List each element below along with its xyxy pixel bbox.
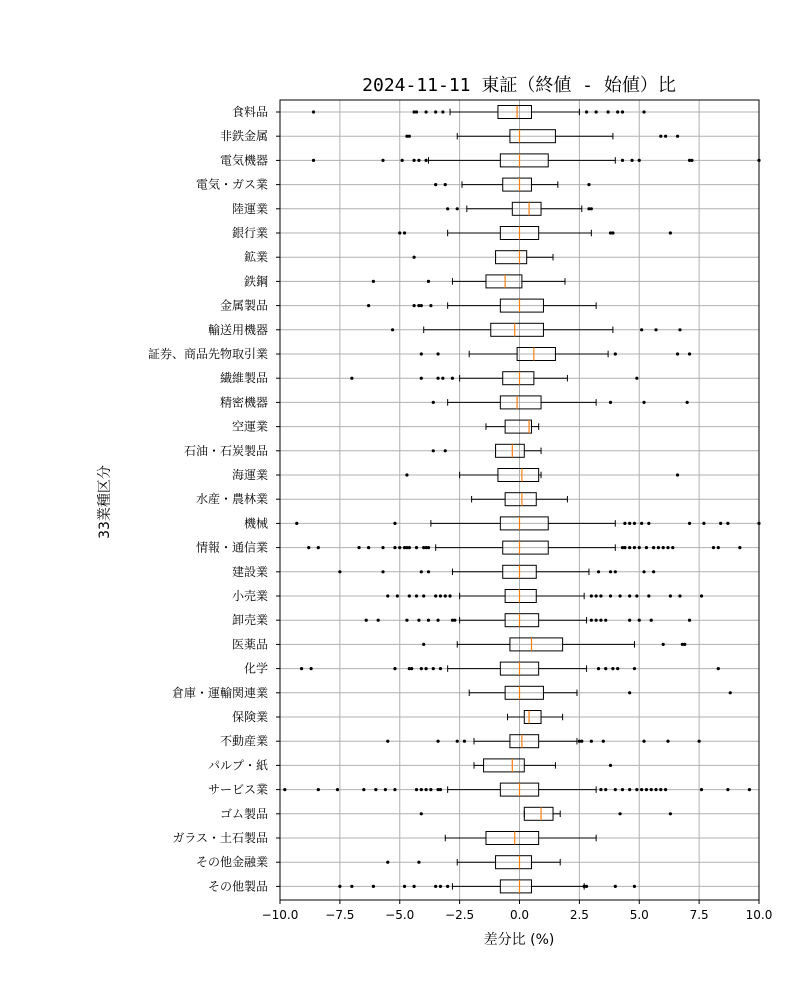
outlier-point — [654, 788, 657, 791]
outlier-point — [614, 570, 617, 573]
outlier-point — [688, 522, 691, 525]
outlier-point — [422, 643, 425, 646]
outlier-point — [405, 473, 408, 476]
outlier-point — [420, 352, 423, 355]
outlier-point — [420, 570, 423, 573]
outlier-point — [642, 110, 645, 113]
outlier-point — [439, 667, 442, 670]
outlier-point — [432, 449, 435, 452]
outlier-point — [650, 788, 653, 791]
outlier-point — [444, 449, 447, 452]
outlier-point — [350, 885, 353, 888]
outlier-point — [621, 159, 624, 162]
outlier-point — [671, 546, 674, 549]
outlier-point — [623, 546, 626, 549]
outlier-point — [717, 546, 720, 549]
outlier-point — [638, 159, 641, 162]
outlier-point — [441, 110, 444, 113]
outlier-point — [587, 183, 590, 186]
outlier-point — [609, 401, 612, 404]
outlier-point — [654, 328, 657, 331]
category-label: 倉庫・運輸関連業 — [171, 685, 268, 700]
outlier-point — [664, 788, 667, 791]
category-label: 保険業 — [231, 710, 268, 724]
outlier-point — [415, 110, 418, 113]
outlier-point — [420, 304, 423, 307]
outlier-point — [386, 740, 389, 743]
outlier-point — [336, 788, 339, 791]
outlier-point — [283, 788, 286, 791]
outlier-point — [403, 885, 406, 888]
outlier-point — [424, 788, 427, 791]
outlier-point — [633, 522, 636, 525]
outlier-point — [585, 110, 588, 113]
outlier-point — [628, 522, 631, 525]
outlier-point — [662, 546, 665, 549]
outlier-point — [436, 377, 439, 380]
outlier-point — [717, 667, 720, 670]
x-tick-label: −5.0 — [385, 908, 415, 922]
axis-layer — [148, 104, 772, 922]
outlier-point — [444, 594, 447, 597]
outlier-point — [640, 522, 643, 525]
outlier-point — [712, 546, 715, 549]
category-label: 証券、商品先物取引業 — [147, 347, 268, 361]
category-label: 化学 — [243, 661, 268, 676]
outlier-point — [405, 619, 408, 622]
category-label: 情報・通信業 — [195, 540, 268, 555]
outlier-point — [669, 594, 672, 597]
x-axis-label: 差分比 (%) — [483, 932, 555, 948]
x-tick-label: 0.0 — [509, 908, 530, 922]
category-label: 小売業 — [231, 589, 268, 603]
outlier-point — [748, 788, 751, 791]
outlier-point — [580, 740, 583, 743]
outlier-point — [686, 401, 689, 404]
outlier-point — [678, 594, 681, 597]
outlier-point — [664, 135, 667, 138]
category-label: 鉱業 — [243, 250, 268, 265]
outlier-point — [633, 667, 636, 670]
outlier-point — [700, 594, 703, 597]
category-label: 非鉄金属 — [219, 129, 268, 144]
outlier-point — [676, 473, 679, 476]
outlier-point — [609, 594, 612, 597]
outlier-point — [599, 619, 602, 622]
x-tick-label: −10.0 — [261, 908, 299, 922]
outlier-point — [659, 788, 662, 791]
outlier-point — [595, 594, 598, 597]
y-axis-label: 33業種区分 — [97, 465, 113, 539]
outlier-point — [609, 570, 612, 573]
outlier-point — [424, 110, 427, 113]
outlier-point — [434, 594, 437, 597]
outlier-point — [429, 788, 432, 791]
outlier-point — [702, 522, 705, 525]
outlier-point — [628, 691, 631, 694]
outlier-point — [417, 619, 420, 622]
outlier-point — [422, 594, 425, 597]
category-label: 電気・ガス業 — [195, 177, 268, 192]
outlier-point — [683, 643, 686, 646]
outlier-point — [688, 619, 691, 622]
outlier-point — [604, 788, 607, 791]
outlier-point — [436, 619, 439, 622]
outlier-point — [446, 885, 449, 888]
category-label: 陸運業 — [231, 201, 268, 216]
outlier-point — [410, 667, 413, 670]
outlier-point — [434, 885, 437, 888]
outlier-point — [427, 546, 430, 549]
outlier-point — [630, 159, 633, 162]
outlier-point — [401, 159, 404, 162]
outlier-point — [451, 377, 454, 380]
outlier-point — [415, 594, 418, 597]
outlier-point — [618, 812, 621, 815]
outlier-point — [597, 667, 600, 670]
outlier-point — [616, 110, 619, 113]
outlier-point — [420, 377, 423, 380]
outlier-point — [669, 231, 672, 234]
outlier-point — [642, 740, 645, 743]
outlier-point — [317, 546, 320, 549]
category-label: その他金融業 — [195, 855, 268, 870]
x-tick-label: 5.0 — [629, 908, 649, 922]
outlier-point — [436, 352, 439, 355]
outlier-point — [312, 159, 315, 162]
category-label: 卸売業 — [231, 613, 268, 628]
outlier-point — [645, 546, 648, 549]
outlier-point — [595, 619, 598, 622]
outlier-point — [652, 546, 655, 549]
category-label: 建設業 — [231, 564, 268, 579]
outlier-point — [408, 594, 411, 597]
outlier-point — [628, 594, 631, 597]
outlier-point — [317, 788, 320, 791]
outlier-point — [307, 546, 310, 549]
outlier-point — [611, 231, 614, 234]
outlier-point — [393, 522, 396, 525]
category-label: 食料品 — [231, 105, 268, 119]
category-label: 海運業 — [231, 468, 268, 482]
outlier-point — [669, 812, 672, 815]
outlier-point — [614, 788, 617, 791]
outlier-point — [446, 207, 449, 210]
category-label: 銀行業 — [231, 226, 268, 240]
outlier-point — [427, 570, 430, 573]
outlier-point — [367, 304, 370, 307]
outlier-point — [377, 619, 380, 622]
x-tick-label: −7.5 — [325, 908, 355, 922]
outlier-point — [738, 546, 741, 549]
category-label: 輸送用機器 — [207, 322, 268, 337]
outlier-point — [456, 207, 459, 210]
outlier-point — [429, 304, 432, 307]
outlier-point — [432, 667, 435, 670]
outlier-point — [420, 788, 423, 791]
outlier-point — [585, 885, 588, 888]
outlier-point — [310, 667, 313, 670]
outlier-point — [618, 594, 621, 597]
outlier-point — [439, 594, 442, 597]
outlier-point — [398, 231, 401, 234]
outlier-point — [420, 667, 423, 670]
outlier-point — [642, 401, 645, 404]
outlier-point — [415, 788, 418, 791]
outlier-point — [413, 256, 416, 259]
outlier-point — [647, 594, 650, 597]
outlier-point — [628, 619, 631, 622]
outlier-point — [381, 570, 384, 573]
category-label: 金属製品 — [219, 298, 268, 313]
category-label: パルプ・紙 — [207, 758, 268, 773]
outlier-point — [645, 788, 648, 791]
category-label: 機械 — [243, 516, 268, 531]
outlier-point — [647, 522, 650, 525]
outlier-point — [453, 619, 456, 622]
outlier-point — [386, 594, 389, 597]
outlier-point — [436, 740, 439, 743]
outlier-point — [300, 667, 303, 670]
grid-layer — [280, 100, 759, 900]
outlier-point — [413, 159, 416, 162]
category-label: ゴム製品 — [219, 806, 268, 821]
outlier-point — [365, 619, 368, 622]
outlier-point — [599, 594, 602, 597]
chart-title: 2024-11-11 東証（終値 - 始値）比 — [362, 75, 676, 96]
outlier-point — [439, 788, 442, 791]
outlier-point — [590, 619, 593, 622]
outlier-point — [396, 594, 399, 597]
outlier-point — [700, 788, 703, 791]
outlier-point — [456, 740, 459, 743]
category-label: ガラス・土石製品 — [172, 831, 268, 845]
outlier-point — [434, 183, 437, 186]
outlier-point — [607, 110, 610, 113]
outlier-point — [640, 328, 643, 331]
outlier-point — [427, 619, 430, 622]
outlier-point — [381, 546, 384, 549]
category-label: 医薬品 — [231, 637, 268, 652]
outlier-point — [623, 522, 626, 525]
outlier-point — [662, 643, 665, 646]
category-label: サービス業 — [207, 782, 268, 797]
outlier-point — [413, 885, 416, 888]
outlier-point — [650, 619, 653, 622]
outlier-point — [659, 135, 662, 138]
outlier-point — [633, 885, 636, 888]
category-label: 電気機器 — [219, 153, 268, 168]
outlier-point — [621, 110, 624, 113]
outlier-point — [666, 740, 669, 743]
outlier-point — [676, 352, 679, 355]
outlier-point — [688, 352, 691, 355]
outlier-point — [678, 328, 681, 331]
outlier-point — [393, 788, 396, 791]
outlier-point — [398, 546, 401, 549]
outlier-point — [420, 812, 423, 815]
outlier-point — [635, 594, 638, 597]
outlier-point — [350, 377, 353, 380]
outlier-point — [338, 885, 341, 888]
outlier-point — [652, 570, 655, 573]
outlier-point — [604, 619, 607, 622]
outlier-point — [448, 594, 451, 597]
outlier-point — [614, 352, 617, 355]
outlier-point — [463, 740, 466, 743]
x-tick-label: −2.5 — [445, 908, 475, 922]
outlier-point — [372, 280, 375, 283]
outlier-point — [441, 377, 444, 380]
outlier-point — [415, 546, 418, 549]
x-tick-label: 10.0 — [745, 908, 773, 922]
outlier-point — [611, 667, 614, 670]
outlier-point — [666, 546, 669, 549]
outlier-point — [590, 207, 593, 210]
category-label: 鉄鋼 — [243, 274, 268, 289]
outlier-point — [595, 110, 598, 113]
outlier-point — [424, 159, 427, 162]
outlier-point — [726, 788, 729, 791]
outlier-point — [628, 546, 631, 549]
outlier-point — [367, 546, 370, 549]
category-label: 繊維製品 — [219, 371, 268, 386]
outlier-point — [295, 522, 298, 525]
outlier-point — [597, 570, 600, 573]
outlier-point — [403, 231, 406, 234]
outlier-point — [338, 570, 341, 573]
outlier-point — [635, 377, 638, 380]
outlier-point — [698, 740, 701, 743]
outlier-point — [434, 110, 437, 113]
category-label: 不動産業 — [219, 734, 268, 749]
outlier-point — [642, 570, 645, 573]
outlier-point — [602, 740, 605, 743]
outlier-point — [408, 546, 411, 549]
outlier-point — [362, 788, 365, 791]
outlier-point — [590, 740, 593, 743]
outlier-point — [638, 546, 641, 549]
outlier-point — [726, 522, 729, 525]
outlier-point — [590, 594, 593, 597]
outlier-point — [432, 401, 435, 404]
outlier-point — [372, 885, 375, 888]
category-label: その他製品 — [207, 879, 268, 894]
outlier-point — [444, 183, 447, 186]
outlier-point — [413, 304, 416, 307]
outlier-point — [690, 159, 693, 162]
outlier-point — [393, 667, 396, 670]
outlier-point — [374, 788, 377, 791]
outlier-point — [417, 159, 420, 162]
outlier-point — [312, 110, 315, 113]
outlier-point — [357, 546, 360, 549]
outlier-point — [633, 546, 636, 549]
outlier-point — [408, 135, 411, 138]
outlier-point — [391, 328, 394, 331]
outlier-point — [638, 619, 641, 622]
category-label: 精密機器 — [219, 395, 268, 410]
outlier-point — [616, 667, 619, 670]
outlier-point — [609, 764, 612, 767]
outlier-point — [729, 691, 732, 694]
outlier-point — [393, 546, 396, 549]
outlier-point — [417, 861, 420, 864]
outlier-point — [614, 885, 617, 888]
outlier-point — [604, 667, 607, 670]
category-label: 石油・石炭製品 — [183, 443, 268, 458]
category-label: 空運業 — [231, 419, 268, 434]
outlier-point — [439, 885, 442, 888]
outlier-point — [599, 788, 602, 791]
outlier-point — [635, 788, 638, 791]
outlier-point — [386, 861, 389, 864]
outlier-point — [381, 159, 384, 162]
outlier-point — [640, 788, 643, 791]
x-tick-label: 7.5 — [689, 908, 709, 922]
outlier-point — [424, 667, 427, 670]
outlier-point — [657, 546, 660, 549]
outlier-point — [719, 522, 722, 525]
outlier-point — [676, 135, 679, 138]
outlier-point — [384, 788, 387, 791]
outlier-point — [628, 788, 631, 791]
x-tick-label: 2.5 — [569, 908, 589, 922]
outlier-point — [621, 788, 624, 791]
category-label: 水産・農林業 — [195, 492, 268, 507]
outlier-point — [427, 280, 430, 283]
